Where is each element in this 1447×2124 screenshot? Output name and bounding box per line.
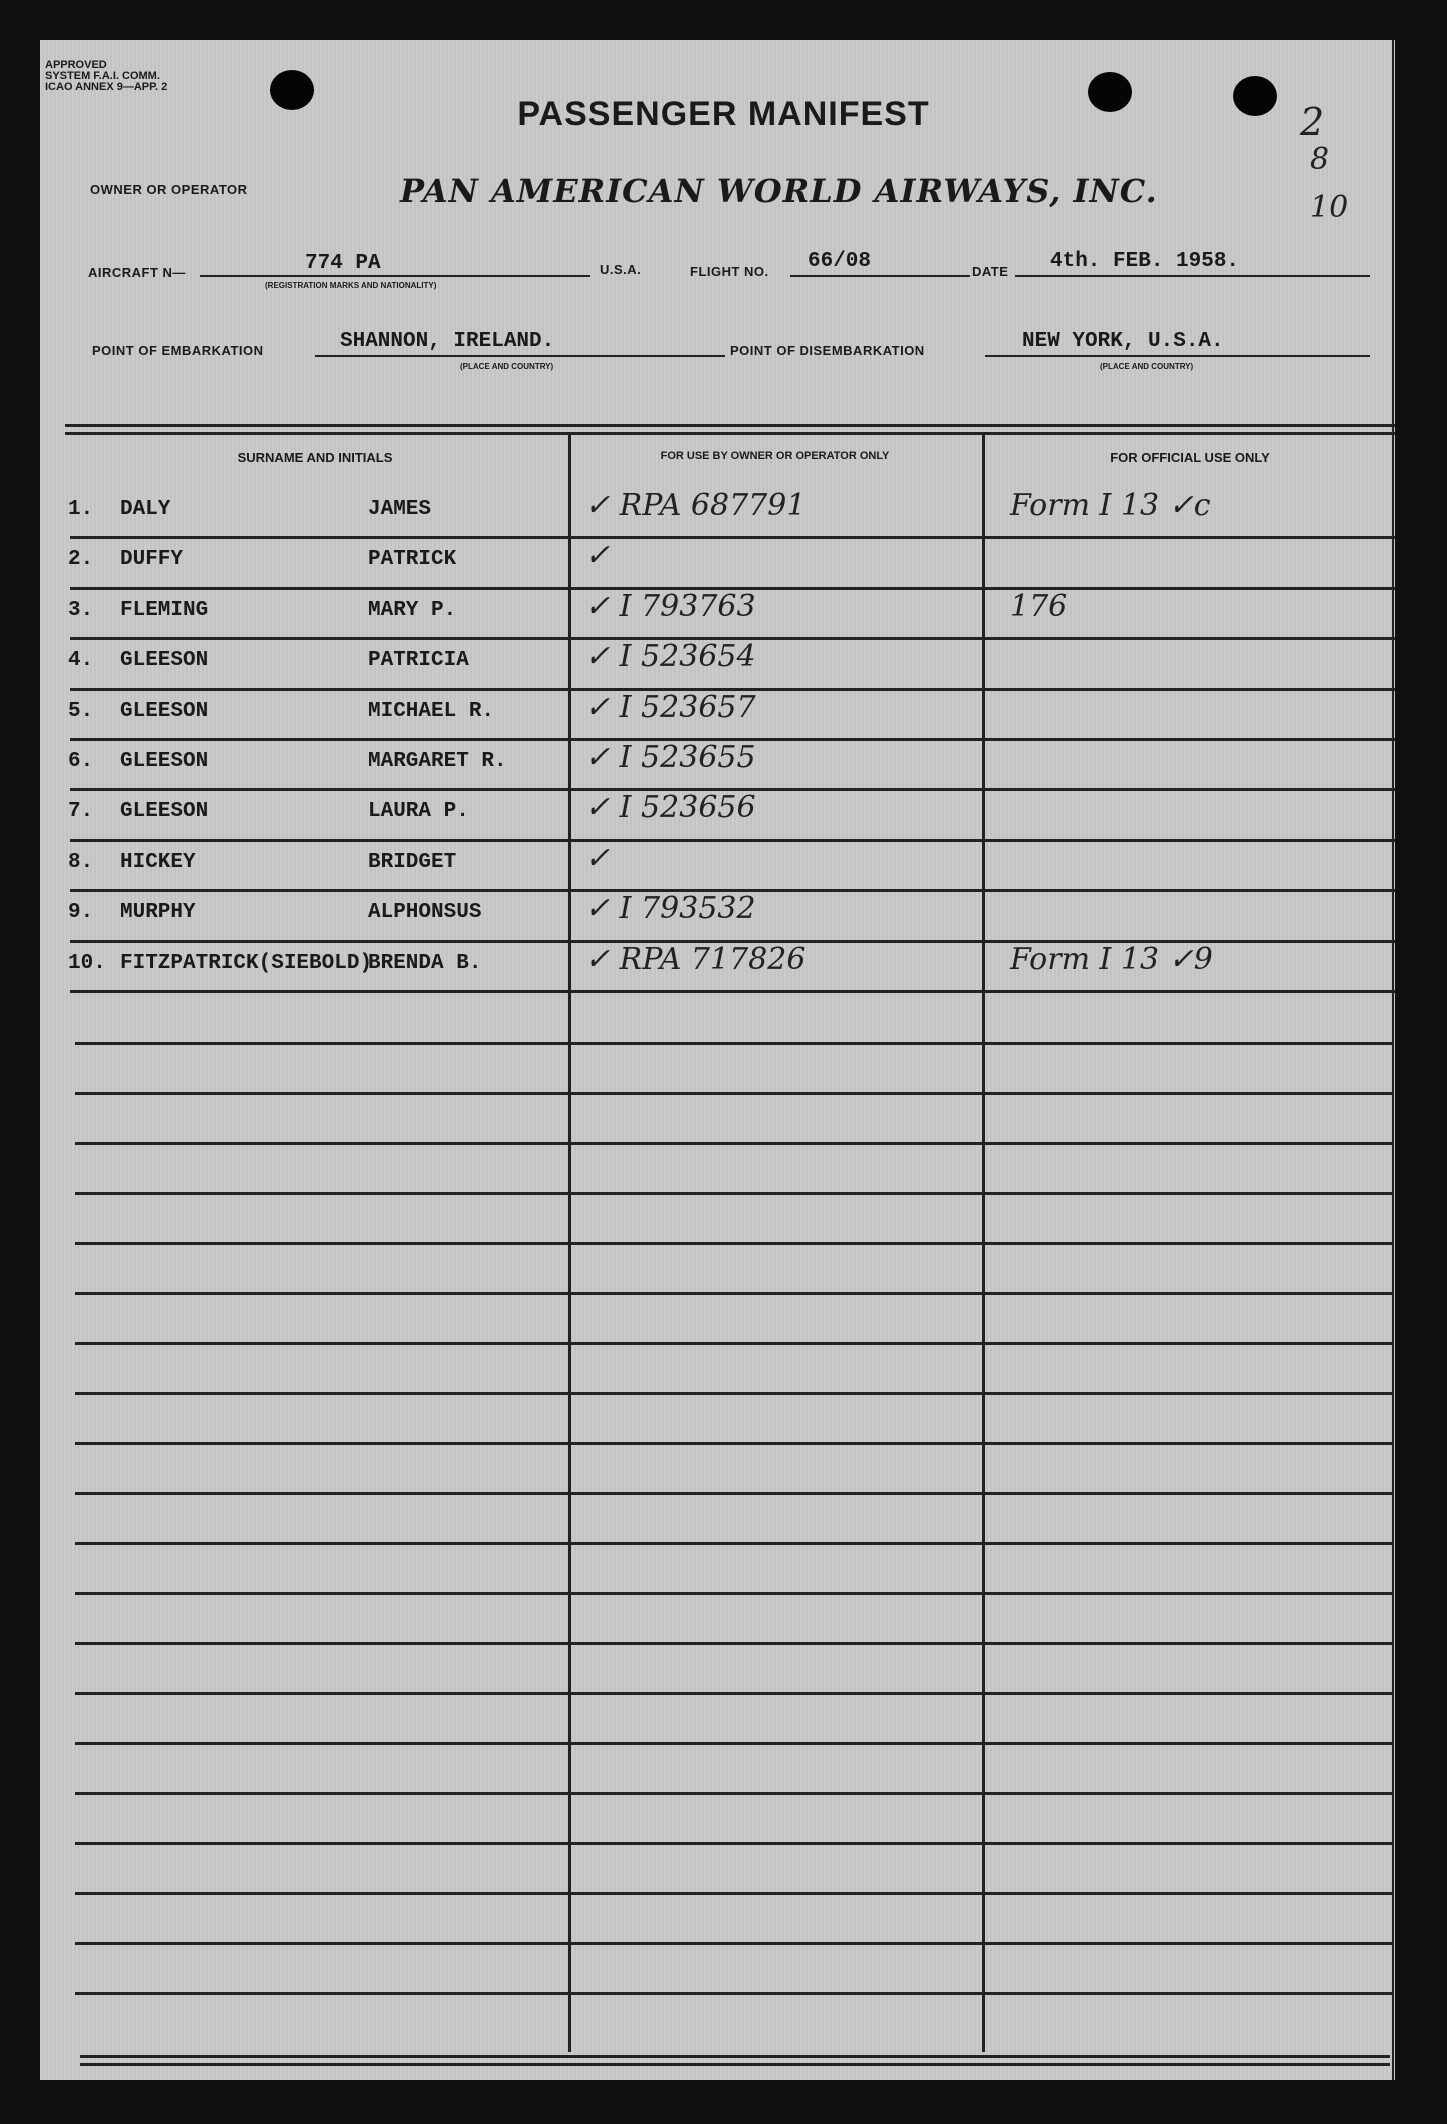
table-bottom-rule-1 <box>80 2055 1390 2058</box>
official-note: Form I 13 ✓9 <box>1010 941 1213 977</box>
operator-note: ✓ I 523654 <box>585 639 756 675</box>
aircraft-underline <box>200 275 590 277</box>
disembark-label: POINT OF DISEMBARKATION <box>730 343 925 358</box>
passenger-number: 2. <box>68 548 94 572</box>
disembark-value: NEW YORK, U.S.A. <box>1022 330 1224 353</box>
blank-rule <box>75 1042 1393 1045</box>
blank-rule <box>75 1192 1393 1195</box>
passenger-surname: FLEMING <box>120 598 209 622</box>
passenger-surname: GLEESON <box>120 649 209 673</box>
date-value: 4th. FEB. 1958. <box>1050 250 1240 273</box>
date-label: DATE <box>972 264 1009 279</box>
table-bottom-rule-2 <box>80 2063 1390 2066</box>
passenger-given-name: ALPHONSUS <box>368 901 482 925</box>
embark-label: POINT OF EMBARKATION <box>92 343 264 358</box>
passenger-surname: GLEESON <box>120 699 209 723</box>
passenger-number: 6. <box>68 750 94 773</box>
passenger-surname: DUFFY <box>120 548 184 572</box>
sheet-right-border <box>1392 40 1394 2080</box>
country-label: U.S.A. <box>600 262 642 277</box>
passenger-surname: GLEESON <box>120 800 209 824</box>
passenger-surname: DALY <box>120 498 171 521</box>
blank-rule <box>75 1642 1393 1645</box>
blank-rule <box>75 1892 1393 1895</box>
row-rule <box>70 990 1395 993</box>
passenger-row <box>0 840 1447 893</box>
passenger-given-name: PATRICIA <box>368 649 469 673</box>
margin-note-top: 2 <box>1300 100 1325 144</box>
row-rule <box>70 536 1395 539</box>
approval-line-2: SYSTEM F.A.I. COMM. <box>45 70 160 82</box>
table-top-rule-1 <box>65 424 1395 427</box>
passenger-number: 1. <box>68 498 94 521</box>
embark-value: SHANNON, IRELAND. <box>340 330 555 353</box>
blank-rule <box>75 1292 1393 1295</box>
col-head-operator: FOR USE BY OWNER OR OPERATOR ONLY <box>660 450 890 462</box>
blank-rule <box>75 1442 1393 1445</box>
blank-rule <box>75 1542 1393 1545</box>
blank-rule <box>75 1092 1393 1095</box>
blank-rule <box>75 1942 1393 1945</box>
passenger-row <box>0 588 1447 641</box>
owner-label: OWNER OR OPERATOR <box>90 182 248 197</box>
approval-note <box>45 60 167 93</box>
col-head-surname: SURNAME AND INITIALS <box>237 450 393 465</box>
disembark-underline <box>985 355 1370 357</box>
passenger-given-name: MICHAEL R. <box>368 699 495 723</box>
flight-underline <box>790 275 970 277</box>
blank-rule <box>75 1492 1393 1495</box>
passenger-row <box>0 742 1447 792</box>
flight-value: 66/08 <box>808 250 872 273</box>
operator-note: ✓ <box>585 840 611 876</box>
blank-rule <box>75 1992 1393 1995</box>
col-head-official: FOR OFFICIAL USE ONLY <box>1110 450 1270 465</box>
passenger-surname: GLEESON <box>120 750 209 773</box>
operator-note: ✓ <box>585 538 611 574</box>
blank-rule <box>75 1592 1393 1595</box>
aircraft-caption: (REGISTRATION MARKS AND NATIONALITY) <box>265 281 437 290</box>
blank-rule <box>75 1242 1393 1245</box>
passenger-surname: MURPHY <box>120 901 196 925</box>
blank-rule <box>75 1742 1393 1745</box>
passenger-number: 7. <box>68 800 94 824</box>
passenger-surname: HICKEY <box>120 850 196 874</box>
passenger-given-name: MARGARET R. <box>368 750 507 773</box>
margin-note-middle: 8 <box>1310 142 1330 177</box>
passenger-given-name: BRIDGET <box>368 850 457 874</box>
owner-value: PAN AMERICAN WORLD AIRWAYS, INC. <box>400 172 1158 210</box>
disembark-caption: (PLACE AND COUNTRY) <box>1100 362 1194 371</box>
blank-rule <box>75 1142 1393 1145</box>
operator-note: ✓ I 523657 <box>585 689 756 725</box>
passenger-number: 3. <box>68 598 94 622</box>
approval-line-1: APPROVED <box>45 59 107 71</box>
passenger-number: 10. <box>68 951 106 975</box>
passenger-number: 8. <box>68 850 94 874</box>
blank-rule <box>75 1342 1393 1345</box>
blank-rule <box>75 1392 1393 1395</box>
passenger-row <box>0 490 1447 540</box>
passenger-row <box>0 689 1447 742</box>
passenger-number: 5. <box>68 699 94 723</box>
flight-label: FLIGHT NO. <box>690 264 769 279</box>
blank-rule <box>75 1692 1393 1695</box>
operator-note: ✓ RPA 687791 <box>585 488 806 523</box>
passenger-given-name: JAMES <box>368 498 432 521</box>
passenger-row <box>0 941 1447 994</box>
date-underline <box>1015 275 1370 277</box>
passenger-row <box>0 540 1447 590</box>
official-note: Form I 13 ✓c <box>1010 488 1211 523</box>
embark-underline <box>315 355 725 357</box>
aircraft-label: AIRCRAFT N— <box>88 265 186 280</box>
passenger-row <box>0 641 1447 691</box>
embark-caption: (PLACE AND COUNTRY) <box>460 362 554 371</box>
operator-note: ✓ I 523655 <box>585 740 756 775</box>
official-note: 176 <box>1010 588 1068 624</box>
operator-note: ✓ I 793532 <box>585 891 756 927</box>
passenger-given-name: BRENDA B. <box>368 951 482 975</box>
passenger-given-name: LAURA P. <box>368 800 469 824</box>
passenger-given-name: PATRICK <box>368 548 457 572</box>
blank-rule <box>75 1842 1393 1845</box>
approval-line-3: ICAO ANNEX 9—APP. 2 <box>45 81 168 93</box>
operator-note: ✓ I 523656 <box>585 790 756 826</box>
passenger-number: 9. <box>68 901 94 925</box>
passenger-given-name: MARY P. <box>368 598 457 622</box>
passenger-number: 4. <box>68 649 94 673</box>
operator-note: ✓ RPA 717826 <box>585 941 806 977</box>
passenger-surname: FITZPATRICK(SIEBOLD) <box>120 951 373 975</box>
aircraft-value: 774 PA <box>305 252 381 275</box>
passenger-row <box>0 792 1447 842</box>
margin-note-bottom: 10 <box>1310 190 1349 225</box>
table-top-rule-2 <box>65 432 1395 435</box>
page-title: PASSENGER MANIFEST <box>517 95 930 133</box>
blank-rule <box>75 1792 1393 1795</box>
operator-note: ✓ I 793763 <box>585 588 756 624</box>
row-rule <box>70 839 1395 842</box>
passenger-row <box>0 893 1447 943</box>
